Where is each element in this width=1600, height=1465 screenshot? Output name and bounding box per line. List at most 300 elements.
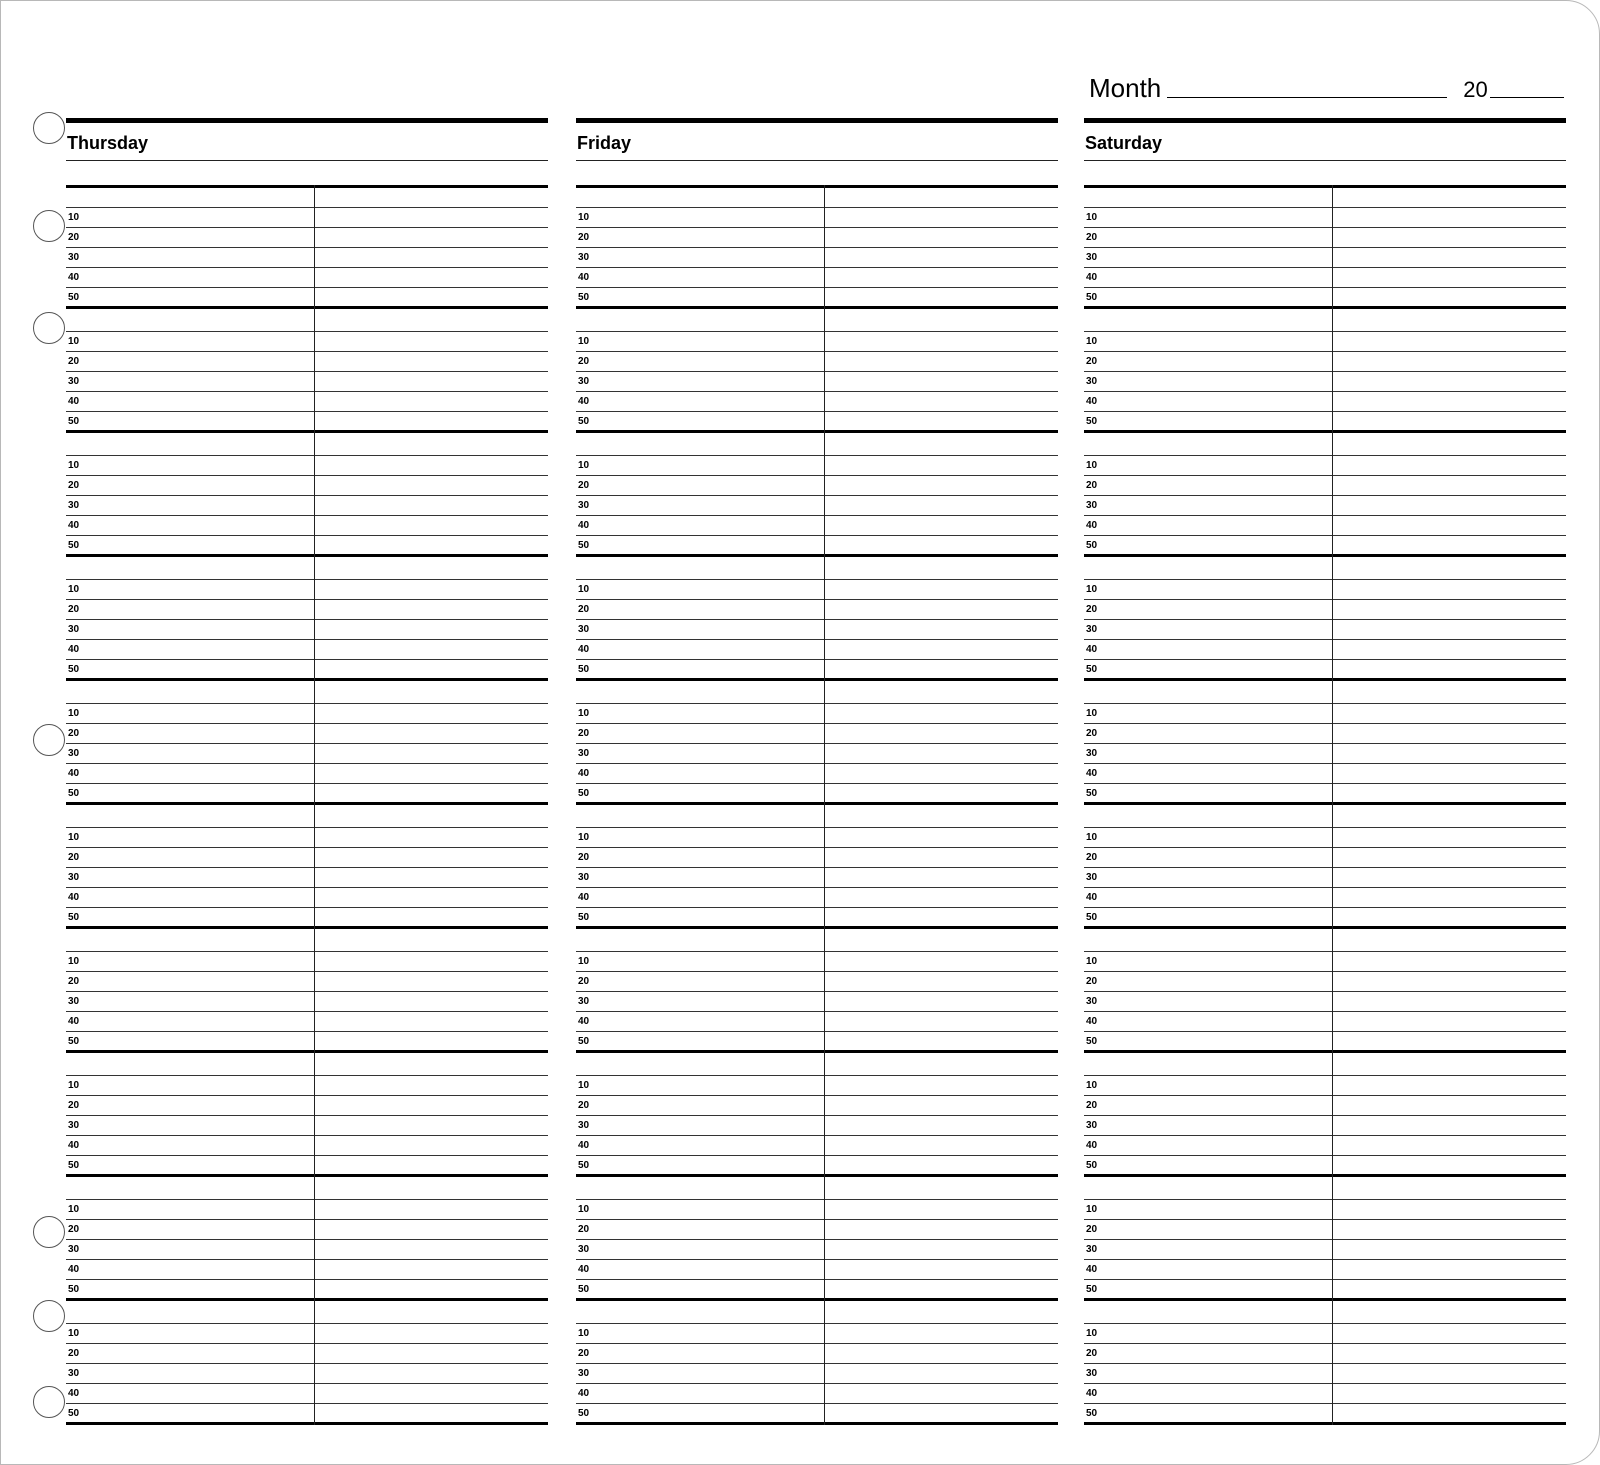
minute-label: 10 (578, 1328, 590, 1339)
time-slot-row[interactable] (576, 331, 1058, 351)
time-slot-row[interactable] (66, 951, 548, 971)
minute-label: 50 (68, 540, 80, 551)
minute-label: 10 (578, 956, 590, 967)
time-slot-row[interactable] (66, 619, 548, 639)
minute-label: 40 (68, 644, 80, 655)
time-slot-row[interactable] (1084, 1363, 1566, 1383)
time-slot-row[interactable] (66, 391, 548, 411)
time-slot-row[interactable] (576, 1403, 1058, 1423)
hour-block (576, 681, 1058, 805)
time-slot-row[interactable] (576, 455, 1058, 475)
time-slot-row[interactable] (576, 1115, 1058, 1135)
time-slot-row[interactable] (66, 227, 548, 247)
minute-label: 30 (68, 1120, 80, 1131)
time-slot-row[interactable] (66, 1199, 548, 1219)
time-slot-row[interactable] (576, 1343, 1058, 1363)
minute-label: 20 (578, 232, 590, 243)
time-slot-row[interactable] (576, 659, 1058, 679)
time-slot-row[interactable] (66, 207, 548, 227)
hour-heading-cell[interactable] (66, 805, 548, 827)
time-slot-row[interactable] (576, 535, 1058, 555)
time-slot-row[interactable] (66, 475, 548, 495)
hour-heading-cell[interactable] (1084, 929, 1566, 951)
hour-block (66, 681, 548, 805)
time-slot-row[interactable] (1084, 267, 1566, 287)
month-year-header (1089, 61, 1567, 101)
time-slot-row[interactable] (66, 723, 548, 743)
time-slot-row[interactable] (576, 411, 1058, 431)
time-slot-row[interactable] (66, 1031, 548, 1051)
minute-label: 30 (1086, 1244, 1098, 1255)
time-slot-row[interactable] (66, 887, 548, 907)
minute-label: 50 (1086, 1408, 1098, 1419)
minute-label: 50 (68, 1160, 80, 1171)
time-slot-row[interactable] (1084, 887, 1566, 907)
hour-heading-cell[interactable] (66, 681, 548, 703)
time-slot-row[interactable] (576, 763, 1058, 783)
minute-label: 40 (578, 1140, 590, 1151)
minute-label: 10 (1086, 1328, 1098, 1339)
time-slot-row[interactable] (1084, 703, 1566, 723)
time-slot-row[interactable] (576, 1363, 1058, 1383)
hour-heading-cell[interactable] (66, 1177, 548, 1199)
hour-block (1084, 1177, 1566, 1301)
time-slot-row[interactable] (66, 371, 548, 391)
minute-label: 10 (578, 212, 590, 223)
minute-label: 30 (68, 996, 80, 1007)
time-slot-row[interactable] (66, 1363, 548, 1383)
minute-label: 40 (68, 1140, 80, 1151)
minute-label: 10 (1086, 1080, 1098, 1091)
time-slot-row[interactable] (66, 287, 548, 307)
minute-label: 40 (1086, 1016, 1098, 1027)
time-slot-row[interactable] (576, 951, 1058, 971)
time-slot-row[interactable] (66, 1383, 548, 1403)
minute-label: 50 (68, 1036, 80, 1047)
time-slot-row[interactable] (66, 247, 548, 267)
hour-heading-cell[interactable] (576, 929, 1058, 951)
time-slot-row[interactable] (576, 1323, 1058, 1343)
time-slot-row[interactable] (1084, 867, 1566, 887)
hour-heading-cell[interactable] (576, 681, 1058, 703)
time-slot-row[interactable] (576, 639, 1058, 659)
minute-label: 20 (1086, 604, 1098, 615)
time-slot-row[interactable] (66, 763, 548, 783)
minute-label: 10 (68, 460, 80, 471)
minute-label: 10 (68, 212, 80, 223)
time-slot-row[interactable] (576, 1383, 1058, 1403)
time-slot-row[interactable] (66, 455, 548, 475)
hour-heading-cell[interactable] (66, 1053, 548, 1075)
time-slot-row[interactable] (576, 847, 1058, 867)
minute-label: 20 (68, 356, 80, 367)
time-slot-row[interactable] (66, 495, 548, 515)
time-slot-row[interactable] (1084, 411, 1566, 431)
minute-label: 10 (578, 336, 590, 347)
minute-label: 30 (1086, 996, 1098, 1007)
minute-label: 30 (1086, 376, 1098, 387)
time-slot-row[interactable] (1084, 1279, 1566, 1299)
day-name-underline (1084, 160, 1566, 161)
year-write-in-line[interactable] (1490, 97, 1564, 98)
hour-divider-rule (66, 1422, 548, 1425)
time-slot-row[interactable] (576, 495, 1058, 515)
time-slot-row[interactable] (1084, 1095, 1566, 1115)
hour-heading-cell[interactable] (576, 309, 1058, 331)
time-slot-row[interactable] (66, 703, 548, 723)
time-slot-row[interactable] (1084, 247, 1566, 267)
time-slot-row[interactable] (576, 475, 1058, 495)
time-slot-row[interactable] (1084, 763, 1566, 783)
time-slot-row[interactable] (66, 411, 548, 431)
hour-divider-rule (576, 1422, 1058, 1425)
minute-label: 10 (68, 1080, 80, 1091)
time-slot-row[interactable] (66, 1403, 548, 1423)
minute-label: 30 (578, 1368, 590, 1379)
time-slot-row[interactable] (576, 723, 1058, 743)
month-write-in-line[interactable] (1167, 97, 1447, 98)
time-slot-row[interactable] (1084, 1155, 1566, 1175)
time-slot-row[interactable] (576, 371, 1058, 391)
day-top-rule (576, 118, 1058, 123)
column-divider (824, 185, 825, 1425)
time-slot-row[interactable] (66, 535, 548, 555)
time-slot-row[interactable] (576, 1239, 1058, 1259)
time-slot-row[interactable] (576, 703, 1058, 723)
time-slot-row[interactable] (1084, 783, 1566, 803)
time-slot-row[interactable] (66, 907, 548, 927)
hour-heading-cell[interactable] (1084, 309, 1566, 331)
time-slot-row[interactable] (1084, 599, 1566, 619)
minute-label: 40 (1086, 1264, 1098, 1275)
time-slot-row[interactable] (1084, 1343, 1566, 1363)
time-slot-row[interactable] (576, 351, 1058, 371)
hour-heading-cell[interactable] (66, 309, 548, 331)
minute-label: 10 (578, 460, 590, 471)
minute-label: 30 (578, 500, 590, 511)
hour-heading-cell[interactable] (66, 433, 548, 455)
minute-label: 40 (1086, 1388, 1098, 1399)
time-slot-row[interactable] (1084, 619, 1566, 639)
minute-label: 50 (578, 1036, 590, 1047)
minute-label: 10 (68, 336, 80, 347)
time-slot-row[interactable] (66, 1095, 548, 1115)
time-slot-row[interactable] (66, 1279, 548, 1299)
time-slot-row[interactable] (1084, 1115, 1566, 1135)
minute-label: 20 (1086, 852, 1098, 863)
time-slot-row[interactable] (1084, 391, 1566, 411)
hour-heading-cell[interactable] (1084, 1301, 1566, 1323)
hour-heading-cell[interactable] (1084, 681, 1566, 703)
time-slot-row[interactable] (576, 743, 1058, 763)
time-slot-row[interactable] (1084, 1031, 1566, 1051)
hour-block (1084, 185, 1566, 309)
minute-label: 40 (1086, 520, 1098, 531)
minute-label: 40 (578, 1264, 590, 1275)
hour-block (576, 309, 1058, 433)
time-slot-row[interactable] (1084, 1403, 1566, 1423)
hour-heading-cell[interactable] (576, 557, 1058, 579)
time-slot-row[interactable] (1084, 827, 1566, 847)
time-slot-row[interactable] (576, 247, 1058, 267)
minute-label: 30 (578, 748, 590, 759)
time-slot-row[interactable] (576, 783, 1058, 803)
minute-label: 20 (68, 1348, 80, 1359)
time-slot-row[interactable] (66, 1115, 548, 1135)
time-slot-row[interactable] (1084, 907, 1566, 927)
time-slot-row[interactable] (66, 1135, 548, 1155)
minute-label: 50 (68, 1284, 80, 1295)
minute-label: 30 (68, 376, 80, 387)
hour-heading-cell[interactable] (576, 805, 1058, 827)
minute-label: 30 (1086, 1120, 1098, 1131)
time-slot-row[interactable] (576, 1199, 1058, 1219)
hour-heading-cell[interactable] (1084, 433, 1566, 455)
hour-heading-cell[interactable] (576, 1177, 1058, 1199)
minute-label: 20 (68, 604, 80, 615)
time-slot-row[interactable] (576, 1031, 1058, 1051)
hour-heading-cell[interactable] (1084, 185, 1566, 207)
minute-label: 20 (578, 976, 590, 987)
time-slot-row[interactable] (1084, 1239, 1566, 1259)
time-slot-row[interactable] (576, 1279, 1058, 1299)
hour-heading-cell[interactable] (1084, 1177, 1566, 1199)
time-slot-row[interactable] (1084, 847, 1566, 867)
minute-label: 10 (68, 584, 80, 595)
day-column-saturday (1084, 118, 1566, 1431)
time-slot-row[interactable] (66, 579, 548, 599)
time-slot-row[interactable] (66, 1219, 548, 1239)
time-slot-row[interactable] (576, 227, 1058, 247)
day-name: Thursday (67, 133, 149, 153)
hour-heading-cell[interactable] (1084, 1053, 1566, 1075)
time-slot-row[interactable] (576, 1075, 1058, 1095)
hour-block (576, 805, 1058, 929)
hour-block (66, 929, 548, 1053)
time-slot-row[interactable] (1084, 1323, 1566, 1343)
minute-label: 20 (1086, 1348, 1098, 1359)
day-top-rule (66, 118, 548, 123)
hour-heading-cell[interactable] (66, 929, 548, 951)
time-slot-row[interactable] (576, 1095, 1058, 1115)
minute-label: 20 (1086, 480, 1098, 491)
hour-block (1084, 557, 1566, 681)
minute-label: 30 (578, 996, 590, 1007)
minute-label: 10 (1086, 956, 1098, 967)
minute-label: 20 (1086, 356, 1098, 367)
time-slot-row[interactable] (66, 1075, 548, 1095)
time-slot-row[interactable] (1084, 991, 1566, 1011)
minute-label: 40 (578, 1016, 590, 1027)
time-slot-row[interactable] (1084, 1011, 1566, 1031)
binder-hole (33, 1300, 65, 1332)
time-slot-row[interactable] (576, 1259, 1058, 1279)
time-slot-row[interactable] (1084, 535, 1566, 555)
time-slot-row[interactable] (576, 619, 1058, 639)
minute-label: 50 (578, 416, 590, 427)
hour-heading-cell[interactable] (1084, 805, 1566, 827)
minute-label: 30 (68, 624, 80, 635)
time-slot-row[interactable] (576, 827, 1058, 847)
minute-label: 50 (578, 788, 590, 799)
time-slot-row[interactable] (576, 1135, 1058, 1155)
time-slot-row[interactable] (1084, 951, 1566, 971)
time-slot-row[interactable] (1084, 287, 1566, 307)
time-slot-row[interactable] (66, 1343, 548, 1363)
time-slot-row[interactable] (576, 207, 1058, 227)
minute-label: 10 (578, 1204, 590, 1215)
hour-block (1084, 805, 1566, 929)
hour-block (576, 929, 1058, 1053)
minute-label: 20 (68, 728, 80, 739)
time-slot-row[interactable] (576, 1155, 1058, 1175)
hour-block (1084, 1301, 1566, 1425)
minute-label: 40 (68, 1264, 80, 1275)
time-slot-row[interactable] (1084, 495, 1566, 515)
minute-label: 10 (1086, 1204, 1098, 1215)
hour-heading-cell[interactable] (576, 1053, 1058, 1075)
hour-block (576, 557, 1058, 681)
time-slot-row[interactable] (1084, 971, 1566, 991)
time-slot-row[interactable] (1084, 475, 1566, 495)
hour-block (1084, 433, 1566, 557)
time-slot-row[interactable] (1084, 743, 1566, 763)
minute-label: 50 (578, 1284, 590, 1295)
day-name-underline (66, 160, 548, 161)
minute-label: 10 (578, 1080, 590, 1091)
time-slot-row[interactable] (576, 1011, 1058, 1031)
minute-label: 10 (68, 1328, 80, 1339)
hour-block (66, 185, 548, 309)
time-slot-row[interactable] (1084, 639, 1566, 659)
minute-label: 20 (1086, 728, 1098, 739)
time-slot-row[interactable] (1084, 331, 1566, 351)
time-slot-row[interactable] (576, 287, 1058, 307)
hour-heading-cell[interactable] (576, 433, 1058, 455)
time-slot-row[interactable] (66, 867, 548, 887)
time-slot-row[interactable] (66, 743, 548, 763)
binder-hole (33, 312, 65, 344)
time-slot-row[interactable] (66, 1155, 548, 1175)
time-slot-row[interactable] (576, 991, 1058, 1011)
hour-heading-cell[interactable] (66, 557, 548, 579)
time-slot-row[interactable] (66, 1011, 548, 1031)
time-slot-row[interactable] (66, 1239, 548, 1259)
minute-label: 30 (578, 1244, 590, 1255)
hour-block (1084, 309, 1566, 433)
time-slot-row[interactable] (1084, 515, 1566, 535)
time-slot-row[interactable] (576, 887, 1058, 907)
binder-hole (33, 210, 65, 242)
minute-label: 50 (578, 292, 590, 303)
time-slot-row[interactable] (66, 971, 548, 991)
time-slot-row[interactable] (1084, 1135, 1566, 1155)
time-slot-row[interactable] (66, 783, 548, 803)
minute-label: 20 (1086, 1100, 1098, 1111)
time-slot-row[interactable] (1084, 1383, 1566, 1403)
time-slot-row[interactable] (576, 515, 1058, 535)
minute-label: 20 (578, 1348, 590, 1359)
hour-block (576, 185, 1058, 309)
time-slot-row[interactable] (1084, 1075, 1566, 1095)
time-slot-row[interactable] (576, 579, 1058, 599)
minute-label: 20 (578, 1224, 590, 1235)
minute-label: 20 (68, 976, 80, 987)
time-slot-row[interactable] (1084, 1219, 1566, 1239)
time-slot-row[interactable] (576, 1219, 1058, 1239)
hour-heading-cell[interactable] (576, 185, 1058, 207)
time-slot-row[interactable] (66, 599, 548, 619)
minute-label: 30 (68, 1244, 80, 1255)
day-name: Saturday (1085, 133, 1163, 153)
minute-label: 40 (68, 768, 80, 779)
time-slot-row[interactable] (66, 827, 548, 847)
time-slot-row[interactable] (66, 267, 548, 287)
hour-block (1084, 929, 1566, 1053)
time-slot-row[interactable] (1084, 207, 1566, 227)
time-slot-row[interactable] (576, 907, 1058, 927)
time-slot-row[interactable] (66, 331, 548, 351)
minute-label: 20 (68, 1224, 80, 1235)
time-slot-row[interactable] (66, 515, 548, 535)
hour-heading-cell[interactable] (66, 185, 548, 207)
minute-label: 40 (68, 1016, 80, 1027)
time-slot-row[interactable] (66, 351, 548, 371)
minute-label: 40 (68, 396, 80, 407)
minute-label: 30 (1086, 500, 1098, 511)
time-slot-row[interactable] (66, 991, 548, 1011)
hour-heading-cell[interactable] (1084, 557, 1566, 579)
time-slot-row[interactable] (576, 971, 1058, 991)
time-slot-row[interactable] (576, 267, 1058, 287)
time-slot-row[interactable] (66, 1259, 548, 1279)
minute-label: 40 (1086, 768, 1098, 779)
time-slot-row[interactable] (576, 599, 1058, 619)
minute-label: 50 (1086, 788, 1098, 799)
minute-label: 40 (578, 520, 590, 531)
minute-label: 20 (68, 480, 80, 491)
time-slot-row[interactable] (1084, 351, 1566, 371)
time-slot-row[interactable] (66, 1323, 548, 1343)
minute-label: 50 (578, 664, 590, 675)
minute-label: 10 (1086, 584, 1098, 595)
time-slot-row[interactable] (576, 391, 1058, 411)
time-slot-row[interactable] (1084, 659, 1566, 679)
time-slot-row[interactable] (1084, 1199, 1566, 1219)
time-slot-row[interactable] (66, 639, 548, 659)
minute-label: 20 (1086, 976, 1098, 987)
minute-label: 50 (1086, 416, 1098, 427)
time-slot-row[interactable] (1084, 371, 1566, 391)
hour-block (1084, 681, 1566, 805)
minute-label: 30 (1086, 624, 1098, 635)
time-slot-row[interactable] (1084, 1259, 1566, 1279)
time-slot-row[interactable] (66, 659, 548, 679)
hour-heading-cell[interactable] (576, 1301, 1058, 1323)
time-slot-row[interactable] (1084, 723, 1566, 743)
minute-label: 50 (1086, 292, 1098, 303)
column-divider (1332, 185, 1333, 1425)
minute-label: 40 (68, 520, 80, 531)
time-slot-row[interactable] (1084, 227, 1566, 247)
time-slot-row[interactable] (66, 847, 548, 867)
hour-heading-cell[interactable] (66, 1301, 548, 1323)
time-slot-row[interactable] (576, 867, 1058, 887)
time-slot-row[interactable] (1084, 579, 1566, 599)
minute-label: 50 (1086, 664, 1098, 675)
time-slot-row[interactable] (1084, 455, 1566, 475)
hour-block (66, 309, 548, 433)
